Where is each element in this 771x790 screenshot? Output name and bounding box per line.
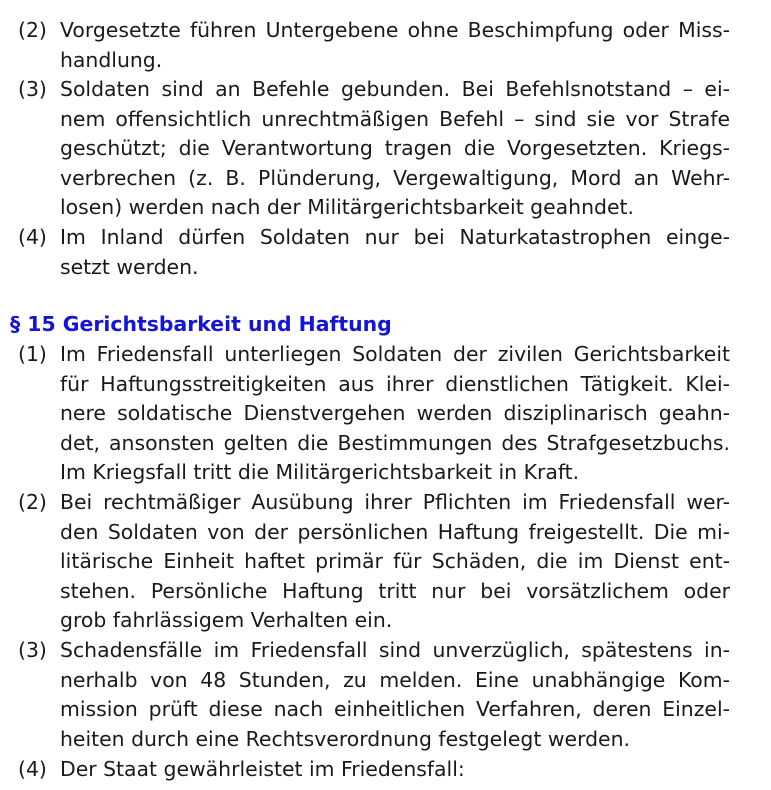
paragraph-4-prev: [18, 223, 730, 282]
paragraph-line: nere soldatische Dienstvergehen werden disziplinarisch geahn-: [60, 401, 730, 426]
paragraph-line: Der Staat gewährleistet im Friedensfall:: [60, 757, 465, 781]
paragraph-line: Im Friedensfall unterliegen Soldaten der zivilen Gerichtsbarkeit: [60, 342, 730, 366]
paragraph-number: (2): [18, 490, 47, 514]
section-heading: § 15 Gerichtsbarkeit und Haftung: [10, 312, 392, 336]
paragraph-1: [18, 340, 730, 488]
paragraph-line: Soldaten sind an Befehle gebunden. Bei Befehlsnotstand – ei-: [60, 77, 730, 101]
paragraph-2: [18, 488, 730, 636]
paragraph-line: Vorgesetzte führen Untergebene ohne Beschimpfung oder Miss-: [60, 18, 730, 42]
paragraph-line: stehen. Persönliche Haftung tritt nur bei vorsätzlichem oder: [60, 578, 730, 603]
paragraph-2-prev: [18, 16, 730, 75]
paragraph-3-prev: [18, 75, 730, 223]
paragraph-line: nerhalb von 48 Stunden, zu melden. Eine unabhängige Kom-: [60, 667, 730, 692]
paragraph-line: setzt werden.: [60, 254, 199, 279]
paragraph-3: [18, 636, 730, 754]
paragraph-number: (3): [18, 77, 47, 101]
paragraph-line: det, ansonsten gelten die Bestimmungen des Strafgesetzbuchs.: [60, 430, 730, 455]
paragraph-line: geschützt; die Verantwortung tragen die Vorgesetzten. Kriegs-: [60, 136, 730, 161]
paragraph-line: Im Inland dürfen Soldaten nur bei Naturkatastrophen einge-: [60, 225, 730, 249]
paragraph-line: nem offensichtlich unrechtmäßigen Befehl – sind sie vor Strafe: [60, 106, 730, 131]
paragraph-number: (4): [18, 757, 47, 781]
paragraph-line: Schadensfälle im Friedensfall sind unverzüglich, spätestens in-: [60, 638, 730, 662]
paragraph-number: (3): [18, 638, 47, 662]
paragraph-number: (2): [18, 18, 47, 42]
paragraph-number: (1): [18, 342, 47, 366]
paragraph-line: Bei rechtmäßiger Ausübung ihrer Pflichten im Friedensfall wer-: [60, 490, 730, 514]
paragraph-line: für Haftungsstreitigkeiten aus ihrer dienstlichen Tätigkeit. Klei-: [60, 371, 730, 396]
paragraph-4: [18, 755, 730, 785]
paragraph-line: handlung.: [60, 47, 163, 72]
paragraph-line: mission prüft diese nach einheitlichen Verfahren, deren Einzel-: [60, 697, 730, 722]
paragraph-number: (4): [18, 225, 47, 249]
paragraph-line: verbrechen (z. B. Plünderung, Vergewaltigung, Mord an Wehr-: [60, 165, 730, 190]
paragraph-line: litärische Einheit haftet primär für Schäden, die im Dienst ent-: [60, 549, 730, 574]
paragraph-line: den Soldaten von der persönlichen Haftung freigestellt. Die mi-: [60, 519, 730, 544]
paragraph-line: losen) werden nach der Militärgerichtsbarkeit geahndet.: [60, 195, 634, 220]
paragraph-line: Im Kriegsfall tritt die Militärgerichtsbarkeit in Kraft.: [60, 460, 580, 485]
paragraph-line: heiten durch eine Rechtsverordnung festgelegt werden.: [60, 726, 630, 751]
paragraph-line: grob fahrlässigem Verhalten ein.: [60, 608, 393, 633]
